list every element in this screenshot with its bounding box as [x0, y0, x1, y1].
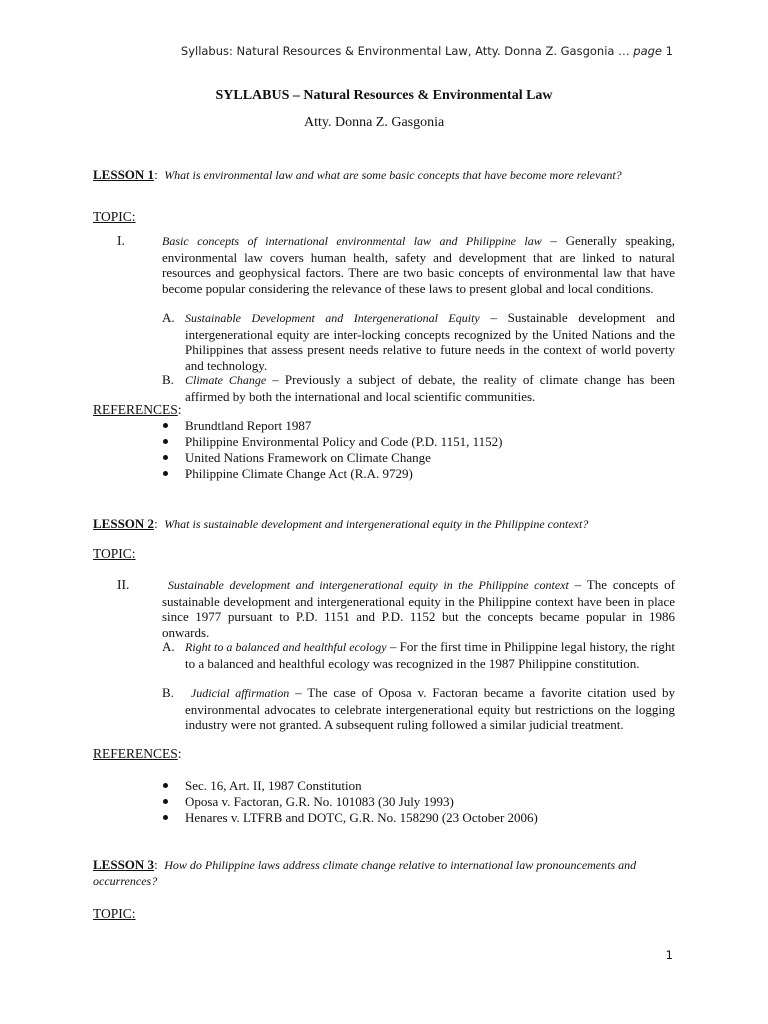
- topic-title: Sustainable development and intergenerational equity in the Philippine context: [167, 578, 569, 592]
- subtopic-body: – The case of Oposa v. Factoran became a favorite citation used by environmental advocates to celebrate intergenerational equity but restrictions on the logging industry were not granted. A subsequent ruling followed a similar judicial treatment.: [185, 685, 675, 733]
- subtopic-title: Judicial affirmation: [190, 686, 290, 700]
- subtopic-title: Right to a balanced and healthful ecology: [185, 640, 387, 654]
- header-page-label: page: [633, 44, 663, 58]
- subtopic-a: [162, 639, 675, 671]
- topic-numeral: I.: [117, 233, 125, 248]
- subtopic-body: – Sustainable development and intergenerational equity are inter-locking concepts recognized by the United Nations and the Philippines that assess present needs relative to future needs in the context of world poverty and technology.: [185, 310, 675, 373]
- document-title: SYLLABUS – Natural Resources & Environmental Law: [215, 88, 553, 103]
- subtopic-body: – For the first time in Philippine legal history, the right to a balanced and healthful ecology was recognized in the 1987 Philippine constitution.: [185, 639, 676, 671]
- subtopic-b: [162, 372, 675, 404]
- topic-label: TOPIC:: [93, 546, 136, 561]
- lesson-2-heading: LESSON 2: What is sustainable development and intergenerational equity in the Philippine context?: [93, 516, 589, 531]
- references-label: REFERENCES:: [93, 746, 182, 761]
- lesson-question: What is environmental law and what are some basic concepts that have become more relevant?: [164, 168, 622, 182]
- subtopic-body: – Previously a subject of debate, the reality of climate change has been affirmed by both the international and local scientific communities.: [185, 372, 676, 404]
- bullet-icon: [163, 455, 168, 460]
- topic-title: Basic concepts of international environmental law and Philippine law: [162, 234, 542, 248]
- subtopic-letter: B.: [162, 685, 174, 700]
- lesson-label: LESSON 3: [93, 857, 155, 872]
- topic-label: TOPIC:: [93, 906, 136, 921]
- topic-paragraph: [162, 577, 675, 640]
- subtopic-b: [162, 685, 675, 733]
- bullet-icon: [163, 439, 168, 444]
- references-label: REFERENCES:: [93, 402, 182, 417]
- lesson-question: How do Philippine laws address climate change relative to international law pronouncements and occurrences?: [93, 858, 637, 888]
- topic-paragraph: [162, 233, 675, 296]
- lesson-label: LESSON 1: [93, 167, 155, 182]
- reference-item: Henares v. LTFRB and DOTC, G.R. No. 158290 (23 October 2006): [162, 810, 538, 826]
- reference-item: United Nations Framework on Climate Change: [162, 450, 503, 466]
- bullet-icon: [163, 423, 168, 428]
- reference-item: Oposa v. Factoran, G.R. No. 101083 (30 July 1993): [162, 794, 538, 810]
- topic-numeral: II.: [117, 577, 130, 592]
- reference-item: Philippine Environmental Policy and Code (P.D. 1151, 1152): [162, 434, 503, 450]
- subtopic-title: Climate Change: [185, 373, 267, 387]
- reference-item: Sec. 16, Art. II, 1987 Constitution: [162, 778, 538, 794]
- bullet-icon: [163, 783, 168, 788]
- subtopic-letter: A.: [162, 639, 175, 654]
- topic-label: TOPIC:: [93, 209, 136, 224]
- document-author: Atty. Donna Z. Gasgonia: [304, 115, 445, 130]
- header-page-number: 1: [665, 44, 673, 58]
- header-text: Syllabus: Natural Resources & Environmental Law, Atty. Donna Z. Gasgonia …: [180, 44, 630, 58]
- subtopic-letter: A.: [162, 310, 175, 325]
- lesson-label: LESSON 2: [93, 516, 155, 531]
- lesson-3-heading: LESSON 3: How do Philippine laws address climate change relative to international law pronouncements and occurrences?: [93, 857, 637, 888]
- subtopic-title: Sustainable Development and Intergenerational Equity: [185, 311, 480, 325]
- bullet-icon: [163, 799, 168, 804]
- bullet-icon: [163, 471, 168, 476]
- running-header: [181, 44, 673, 58]
- lesson-1-heading: LESSON 1: What is environmental law and what are some basic concepts that have become more relevant?: [93, 167, 622, 182]
- topic-body: – Generally speaking, environmental law covers human health, safety and development that are linked to natural resources and geophysical factors. There are two basic concepts of environmental law that have become popular considering the relevance of these laws to present global and local conditions.: [162, 233, 676, 296]
- footer-page-number: 1: [665, 948, 673, 962]
- lesson-question: What is sustainable development and intergenerational equity in the Philippine context?: [164, 517, 589, 531]
- reference-item: Brundtland Report 1987: [162, 418, 503, 434]
- references-list: [162, 418, 503, 482]
- reference-item: Philippine Climate Change Act (R.A. 9729): [162, 466, 503, 482]
- subtopic-a: [162, 310, 675, 373]
- subtopic-letter: B.: [162, 372, 174, 387]
- topic-body: – The concepts of sustainable development and intergenerational equity in the Philippine context have been in place since 1977 pursuant to P.D. 1151 and P.D. 1152 but the concepts became popular in 1986 onwards.: [162, 577, 676, 640]
- references-list: [162, 778, 538, 826]
- bullet-icon: [163, 815, 168, 820]
